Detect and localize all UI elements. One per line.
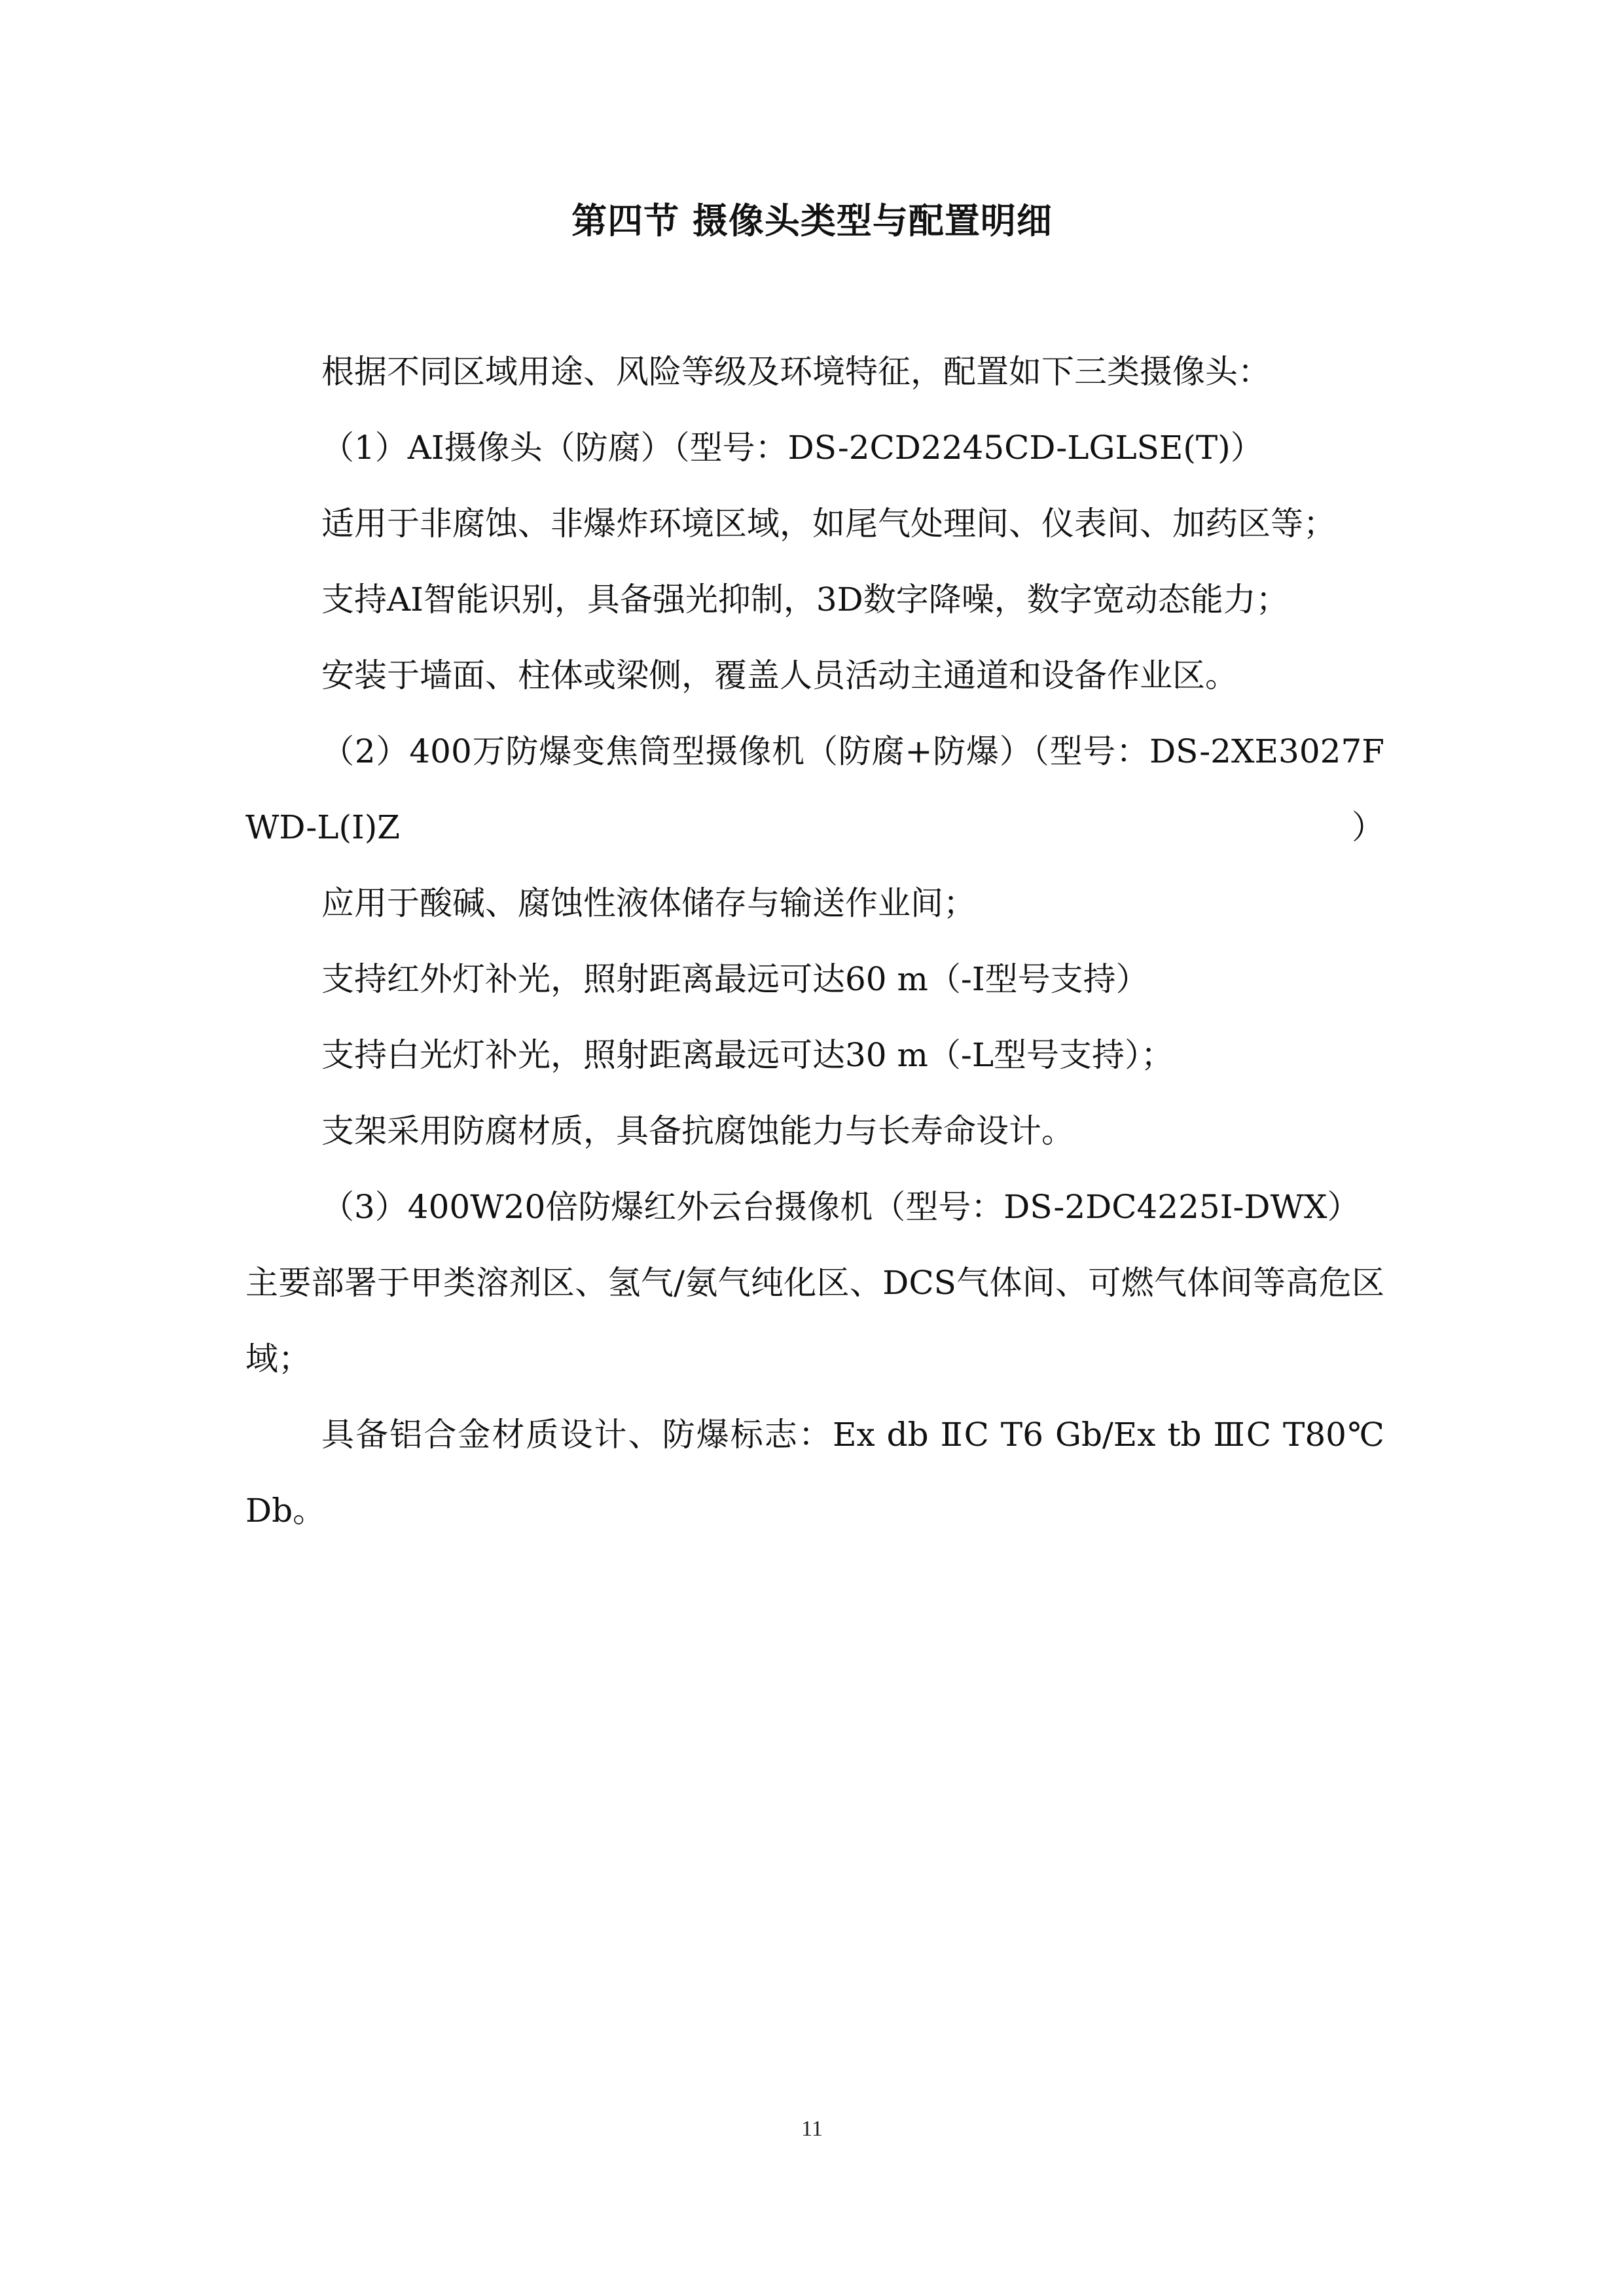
paragraph-camera-2-ir: 支持红外灯补光，照射距离最远可达60 m（-I型号支持） — [321, 960, 1149, 998]
paragraph-camera-3-scope: 主要部署于甲类溶剂区、氢气/氨气纯化区、DCS气体间、可燃气体间等高危区域； — [245, 1264, 1384, 1378]
paragraph-camera-2-title: （2）400万防爆变焦筒型摄像机（防腐+防爆）（型号：DS-2XE3027FWD-L(I)Z） — [245, 732, 1384, 846]
paragraph-camera-3-material: 具备铝合金材质设计、防爆标志：Ex db ⅡC T6 Gb/Ex tb ⅢC T80℃ Db。 — [245, 1416, 1384, 1530]
section-heading: 第四节 摄像头类型与配置明细 — [571, 200, 1053, 242]
paragraph-camera-1-scope: 适用于非腐蚀、非爆炸环境区域，如尾气处理间、仪表间、加药区等； — [321, 505, 1336, 543]
page-number: 11 — [801, 2117, 823, 2141]
paragraph-camera-2-scope: 应用于酸碱、腐蚀性液体储存与输送作业间； — [321, 884, 976, 922]
paragraph-camera-1-install: 安装于墙面、柱体或梁侧，覆盖人员活动主通道和设备作业区。 — [321, 656, 1238, 694]
paragraph-camera-2-bracket: 支架采用防腐材质，具备抗腐蚀能力与长寿命设计。 — [321, 1112, 1074, 1150]
paragraph-camera-1-title: （1）AI摄像头（防腐）（型号：DS-2CD2245CD-LGLSE(T)） — [321, 429, 1263, 467]
paragraph-camera-3-title: （3）400W20倍防爆红外云台摄像机（型号：DS-2DC4225I-DWX） — [321, 1188, 1360, 1226]
paragraph-camera-1-features: 支持AI智能识别，具备强光抑制，3D数字降噪，数字宽动态能力； — [321, 581, 1289, 619]
paragraph-intro: 根据不同区域用途、风险等级及环境特征，配置如下三类摄像头： — [321, 353, 1271, 391]
body-text — [245, 334, 1384, 1549]
paragraph-camera-2-white-light: 支持白光灯补光，照射距离最远可达30 m（-L型号支持）； — [321, 1036, 1174, 1074]
